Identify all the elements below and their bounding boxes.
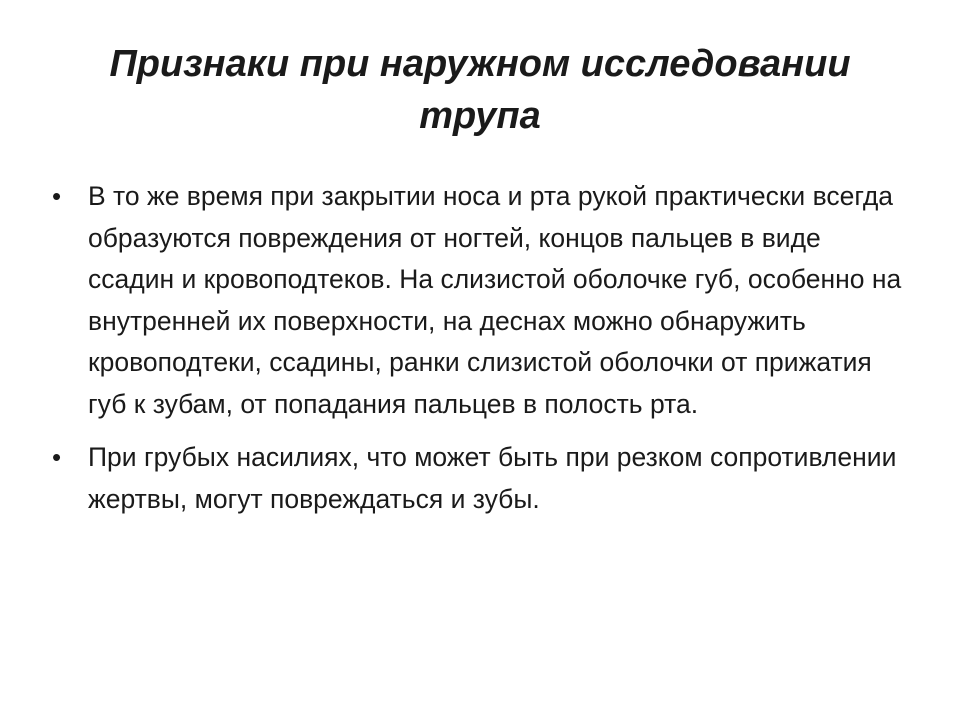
bullet-list (52, 176, 912, 532)
bullet-item (52, 176, 912, 425)
bullet-text: При грубых насилиях, что может быть при резком сопротивлении жертвы, могут повреждаться и зубы. (88, 442, 897, 514)
slide-title: Признаки при наружном исследовании трупа (109, 43, 851, 137)
bullet-item (52, 437, 912, 520)
bullet-marker: • (52, 181, 62, 211)
bullet-text: В то же время при закрытии носа и рта рукой практически всегда образуются повреждения от ногтей, концов пальцев в виде ссадин и кровоподтеков. На слизистой оболочке губ, особенно на внутренней их поверхности, на деснах можно обнаружить кровоподтеки, ссадины, ранки слизистой оболочки от прижатия губ к зубам, от попадания пальцев в полость рта. (88, 181, 902, 419)
bullet-marker: • (52, 442, 62, 472)
